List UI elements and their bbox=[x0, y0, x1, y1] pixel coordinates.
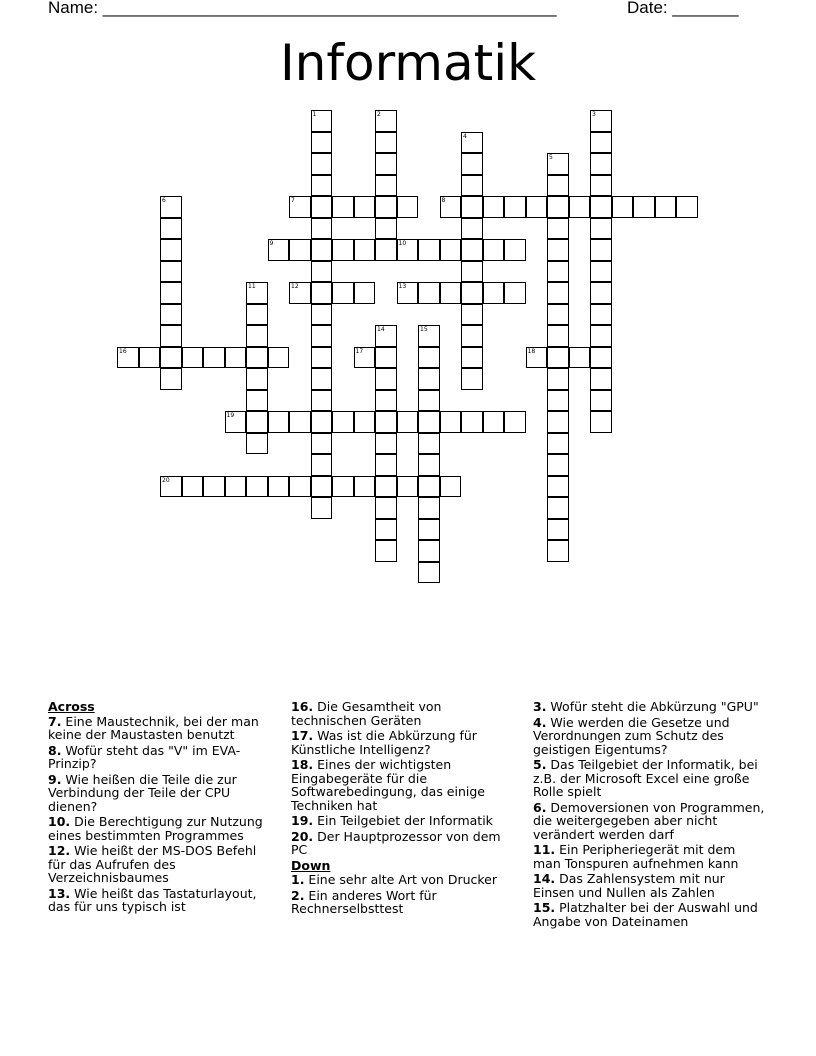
clue-number: 18. bbox=[291, 757, 314, 772]
clue-number: 17. bbox=[291, 728, 314, 743]
clue-across bbox=[48, 887, 276, 914]
crossword-cell[interactable] bbox=[246, 411, 268, 433]
crossword-cell[interactable] bbox=[590, 282, 612, 304]
clue-text: Die Gesamtheit von technischen Geräten bbox=[291, 699, 442, 728]
clue-text: Platzhalter bei der Auswahl und Angabe von Dateinamen bbox=[533, 900, 758, 929]
crossword-cell[interactable] bbox=[268, 411, 290, 433]
crossword-cell[interactable] bbox=[160, 196, 182, 218]
crossword-cell[interactable] bbox=[440, 282, 462, 304]
clue-text: Ein Teilgebiet der Informatik bbox=[313, 813, 493, 828]
clue-text: Wofür steht die Abkürzung "GPU" bbox=[546, 699, 759, 714]
crossword-cell[interactable] bbox=[311, 347, 333, 369]
crossword-cell[interactable] bbox=[332, 239, 354, 261]
crossword-cell[interactable] bbox=[246, 282, 268, 304]
clue-number: 12. bbox=[48, 843, 71, 858]
crossword-cell[interactable] bbox=[461, 218, 483, 240]
crossword-cell[interactable] bbox=[461, 239, 483, 261]
crossword-cell[interactable] bbox=[225, 476, 247, 498]
crossword-cell[interactable] bbox=[547, 325, 569, 347]
clue-down bbox=[533, 700, 765, 714]
crossword-cell[interactable] bbox=[332, 282, 354, 304]
clue-number: 16. bbox=[291, 699, 314, 714]
down-heading: Down bbox=[291, 857, 331, 873]
clue-text: Was ist die Abkürzung für Künstliche Intelligenz? bbox=[291, 728, 477, 757]
clue-column-3 bbox=[533, 700, 765, 930]
crossword-cell[interactable] bbox=[375, 347, 397, 369]
crossword-cell[interactable] bbox=[311, 476, 333, 498]
crossword-cell[interactable] bbox=[461, 304, 483, 326]
crossword-cell[interactable] bbox=[418, 390, 440, 412]
crossword-cell[interactable] bbox=[418, 368, 440, 390]
crossword-cell[interactable] bbox=[547, 218, 569, 240]
crossword-cell[interactable] bbox=[375, 497, 397, 519]
crossword-cell[interactable] bbox=[375, 196, 397, 218]
crossword-cell[interactable] bbox=[418, 497, 440, 519]
crossword-cell[interactable] bbox=[160, 282, 182, 304]
clue-number: 1. bbox=[291, 872, 305, 887]
crossword-cell[interactable] bbox=[246, 476, 268, 498]
crossword-cell[interactable] bbox=[547, 390, 569, 412]
crossword-cell[interactable] bbox=[311, 261, 333, 283]
crossword-cell[interactable] bbox=[268, 476, 290, 498]
crossword-cell[interactable] bbox=[375, 411, 397, 433]
crossword-cell[interactable] bbox=[375, 153, 397, 175]
crossword-cell[interactable] bbox=[418, 476, 440, 498]
crossword-cell[interactable] bbox=[461, 196, 483, 218]
crossword-cell[interactable] bbox=[547, 519, 569, 541]
crossword-cell[interactable] bbox=[461, 347, 483, 369]
clue-across bbox=[291, 700, 516, 727]
clue-down bbox=[291, 873, 516, 887]
crossword-cell[interactable] bbox=[547, 368, 569, 390]
clue-text: Wie heißt das Tastaturlayout, das für uns typisch ist bbox=[48, 885, 257, 914]
cell-number: 9 bbox=[269, 240, 274, 247]
clue-number: 20. bbox=[291, 828, 314, 844]
clue-column-1 bbox=[48, 700, 276, 916]
crossword-cell[interactable] bbox=[375, 218, 397, 240]
clue-number: 4. bbox=[533, 714, 547, 730]
cell-number: 17 bbox=[355, 347, 364, 355]
crossword-cell[interactable] bbox=[418, 433, 440, 455]
crossword-cell[interactable] bbox=[590, 304, 612, 326]
crossword-cell[interactable] bbox=[461, 132, 483, 154]
clue-number: 7. bbox=[48, 713, 62, 729]
crossword-cell[interactable] bbox=[461, 261, 483, 283]
crossword-cell[interactable] bbox=[268, 347, 290, 369]
crossword-cell[interactable] bbox=[418, 454, 440, 476]
crossword-cell[interactable] bbox=[461, 153, 483, 175]
crossword-cell[interactable] bbox=[311, 239, 333, 261]
crossword-cell[interactable] bbox=[569, 347, 591, 369]
crossword-cell[interactable] bbox=[311, 175, 333, 197]
clue-down bbox=[533, 801, 765, 842]
name-field-label: Name: ________________________________________________ bbox=[48, 0, 557, 17]
crossword-cell[interactable] bbox=[504, 411, 526, 433]
crossword-cell[interactable] bbox=[375, 368, 397, 390]
clue-number: 13. bbox=[48, 885, 71, 901]
date-field-label: Date: _______ bbox=[627, 0, 739, 17]
clue-text: Eine Maustechnik, bei der man keine der Maustasten benutzt bbox=[48, 713, 259, 742]
cell-number: 11 bbox=[248, 283, 256, 290]
cell-number: 8 bbox=[441, 197, 446, 204]
crossword-cell[interactable] bbox=[311, 368, 333, 390]
clue-across bbox=[291, 758, 516, 812]
crossword-cell[interactable] bbox=[375, 239, 397, 261]
crossword-cell[interactable] bbox=[160, 325, 182, 347]
crossword-cell[interactable] bbox=[547, 282, 569, 304]
crossword-cell[interactable] bbox=[569, 196, 591, 218]
crossword-cell[interactable] bbox=[418, 325, 440, 347]
crossword-cell[interactable] bbox=[311, 132, 333, 154]
crossword-cell[interactable] bbox=[590, 175, 612, 197]
crossword-cell[interactable] bbox=[547, 304, 569, 326]
clue-across bbox=[48, 815, 276, 842]
crossword-cell[interactable] bbox=[246, 368, 268, 390]
crossword-cell[interactable] bbox=[397, 282, 419, 304]
crossword-cell[interactable] bbox=[655, 196, 677, 218]
crossword-cell[interactable] bbox=[526, 196, 548, 218]
clue-number: 9. bbox=[48, 771, 62, 787]
crossword-cell[interactable] bbox=[311, 454, 333, 476]
cell-number: 20 bbox=[162, 476, 170, 484]
crossword-cell[interactable] bbox=[246, 347, 268, 369]
crossword-cell[interactable] bbox=[160, 368, 182, 390]
cell-number: 10 bbox=[398, 240, 407, 247]
crossword-cell[interactable] bbox=[397, 239, 419, 261]
page-title: Informatik bbox=[279, 34, 537, 92]
clue-number: 2. bbox=[291, 887, 305, 903]
crossword-cell[interactable] bbox=[375, 519, 397, 541]
crossword-cell[interactable] bbox=[440, 476, 462, 498]
clue-across bbox=[48, 744, 276, 771]
crossword-cell[interactable] bbox=[483, 239, 505, 261]
crossword-cell[interactable] bbox=[354, 239, 376, 261]
clue-number: 19. bbox=[291, 813, 314, 828]
cell-number: 12 bbox=[291, 283, 299, 290]
crossword-cell[interactable] bbox=[160, 304, 182, 326]
crossword-cell[interactable] bbox=[590, 368, 612, 390]
clue-down bbox=[533, 758, 765, 799]
crossword-cell[interactable] bbox=[547, 433, 569, 455]
crossword-cell[interactable] bbox=[246, 304, 268, 326]
crossword-cell[interactable] bbox=[246, 390, 268, 412]
cell-number: 2 bbox=[377, 111, 381, 118]
clue-number: 6. bbox=[533, 799, 547, 815]
crossword-cell[interactable] bbox=[397, 476, 419, 498]
crossword-cell[interactable] bbox=[418, 519, 440, 541]
crossword-cell[interactable] bbox=[354, 347, 376, 369]
crossword-cell[interactable] bbox=[461, 325, 483, 347]
crossword-cell[interactable] bbox=[139, 347, 161, 369]
clue-number: 10. bbox=[48, 814, 71, 829]
crossword-cell[interactable] bbox=[547, 153, 569, 175]
crossword-cell[interactable] bbox=[590, 261, 612, 283]
crossword-cell[interactable] bbox=[590, 239, 612, 261]
cell-number: 7 bbox=[291, 197, 295, 204]
crossword-cell[interactable] bbox=[311, 304, 333, 326]
crossword-cell[interactable] bbox=[483, 282, 505, 304]
clue-across bbox=[48, 773, 276, 814]
crossword-cell[interactable] bbox=[590, 347, 612, 369]
crossword-cell[interactable] bbox=[590, 153, 612, 175]
crossword-cell[interactable] bbox=[418, 282, 440, 304]
crossword-cell[interactable] bbox=[547, 497, 569, 519]
crossword-cell[interactable] bbox=[311, 497, 333, 519]
crossword-cell[interactable] bbox=[547, 411, 569, 433]
crossword-cell[interactable] bbox=[590, 325, 612, 347]
crossword-cell[interactable] bbox=[289, 196, 311, 218]
crossword-cell[interactable] bbox=[203, 476, 225, 498]
crossword-cell[interactable] bbox=[590, 390, 612, 412]
crossword-cell[interactable] bbox=[440, 196, 462, 218]
clue-down bbox=[533, 716, 765, 757]
crossword-cell[interactable] bbox=[311, 218, 333, 240]
crossword-cell[interactable] bbox=[590, 132, 612, 154]
crossword-cell[interactable] bbox=[332, 411, 354, 433]
crossword-cell[interactable] bbox=[375, 132, 397, 154]
cell-number: 13 bbox=[398, 283, 407, 290]
clue-text: Der Hauptprozessor von dem PC bbox=[291, 828, 501, 857]
crossword-cell[interactable] bbox=[440, 411, 462, 433]
clue-down bbox=[291, 889, 516, 916]
crossword-cell[interactable] bbox=[397, 411, 419, 433]
crossword-cell[interactable] bbox=[397, 196, 419, 218]
crossword-cell[interactable] bbox=[289, 282, 311, 304]
crossword-cell[interactable] bbox=[590, 196, 612, 218]
crossword-cell[interactable] bbox=[418, 239, 440, 261]
clue-across bbox=[48, 844, 276, 885]
crossword-cell[interactable] bbox=[160, 347, 182, 369]
clue-number: 3. bbox=[533, 699, 547, 714]
clue-number: 8. bbox=[48, 742, 62, 758]
crossword-cell[interactable] bbox=[590, 411, 612, 433]
crossword-cell[interactable] bbox=[547, 476, 569, 498]
crossword-cell[interactable] bbox=[461, 411, 483, 433]
crossword-cell[interactable] bbox=[160, 476, 182, 498]
cell-number: 14 bbox=[377, 326, 385, 333]
clue-text: Das Zahlensystem mit nur Einsen und Nullen als Zahlen bbox=[533, 871, 725, 900]
crossword-cell[interactable] bbox=[160, 261, 182, 283]
crossword-cell[interactable] bbox=[182, 476, 204, 498]
crossword-cell[interactable] bbox=[547, 261, 569, 283]
crossword-cell[interactable] bbox=[311, 390, 333, 412]
crossword-cell[interactable] bbox=[182, 347, 204, 369]
crossword-cell[interactable] bbox=[547, 239, 569, 261]
clue-text: Das Teilgebiet der Informatik, bei z.B. der Microsoft Excel eine große Rolle spielt bbox=[533, 757, 758, 799]
clue-down bbox=[533, 872, 765, 899]
crossword-cell[interactable] bbox=[547, 196, 569, 218]
clue-text: Ein anderes Wort für Rechnerselbsttest bbox=[291, 887, 437, 916]
crossword-cell[interactable] bbox=[225, 411, 247, 433]
clue-text: Ein Peripheriegerät mit dem man Tonspuren aufnehmen kann bbox=[533, 842, 739, 871]
clue-number: 14. bbox=[533, 871, 556, 886]
crossword-cell[interactable] bbox=[375, 175, 397, 197]
crossword-cell[interactable] bbox=[547, 347, 569, 369]
crossword-cell[interactable] bbox=[504, 282, 526, 304]
clue-text: Wofür steht das "V" im EVA-Prinzip? bbox=[48, 742, 241, 771]
crossword-cell[interactable] bbox=[246, 325, 268, 347]
clue-text: Wie werden die Gesetze und Verordnungen zum Schutz des geistigen Eigentums? bbox=[533, 714, 730, 757]
crossword-cell[interactable] bbox=[268, 239, 290, 261]
cell-number: 6 bbox=[162, 197, 166, 204]
crossword-cell[interactable] bbox=[676, 196, 698, 218]
crossword-cell[interactable] bbox=[225, 347, 247, 369]
crossword-cell[interactable] bbox=[311, 325, 333, 347]
crossword-cell[interactable] bbox=[311, 153, 333, 175]
crossword-cell[interactable] bbox=[504, 239, 526, 261]
crossword-cell[interactable] bbox=[418, 347, 440, 369]
cell-number: 18 bbox=[527, 347, 536, 355]
clue-number: 15. bbox=[533, 900, 556, 915]
crossword-cell[interactable] bbox=[311, 411, 333, 433]
crossword-cell[interactable] bbox=[633, 196, 655, 218]
crossword-cell[interactable] bbox=[289, 476, 311, 498]
clue-number: 5. bbox=[533, 757, 547, 772]
clue-down bbox=[533, 901, 765, 928]
crossword-cell[interactable] bbox=[332, 196, 354, 218]
crossword-cell[interactable] bbox=[547, 454, 569, 476]
crossword-cell[interactable] bbox=[160, 239, 182, 261]
crossword-cell[interactable] bbox=[461, 368, 483, 390]
crossword-cell[interactable] bbox=[375, 454, 397, 476]
crossword-cell[interactable] bbox=[547, 540, 569, 562]
crossword-cell[interactable] bbox=[311, 282, 333, 304]
crossword-cell[interactable] bbox=[504, 196, 526, 218]
cell-number: 16 bbox=[119, 347, 127, 355]
crossword-cell[interactable] bbox=[375, 540, 397, 562]
crossword-cell[interactable] bbox=[375, 390, 397, 412]
crossword-cell[interactable] bbox=[483, 411, 505, 433]
clue-text: Eine sehr alte Art von Drucker bbox=[304, 872, 498, 887]
crossword-cell[interactable] bbox=[160, 218, 182, 240]
crossword-cell[interactable] bbox=[332, 476, 354, 498]
crossword-cell[interactable] bbox=[289, 239, 311, 261]
crossword-cell[interactable] bbox=[311, 110, 333, 132]
crossword-cell[interactable] bbox=[311, 196, 333, 218]
cell-number: 4 bbox=[463, 132, 467, 140]
clue-column-2 bbox=[291, 700, 516, 918]
cell-number: 5 bbox=[549, 154, 553, 161]
clue-across bbox=[291, 729, 516, 756]
crossword-cell[interactable] bbox=[418, 562, 440, 584]
cell-number: 19 bbox=[226, 412, 235, 419]
clue-across bbox=[48, 715, 276, 742]
crossword-cell[interactable] bbox=[461, 175, 483, 197]
clue-across bbox=[291, 830, 516, 857]
crossword-cell[interactable] bbox=[311, 433, 333, 455]
crossword-cell[interactable] bbox=[354, 282, 376, 304]
crossword-cell[interactable] bbox=[375, 433, 397, 455]
crossword-cell[interactable] bbox=[440, 239, 462, 261]
crossword-cell[interactable] bbox=[590, 218, 612, 240]
crossword-cell[interactable] bbox=[418, 540, 440, 562]
crossword-cell[interactable] bbox=[375, 476, 397, 498]
clue-text: Wie heißt der MS-DOS Befehl für das Aufrufen des Verzeichnisbaumes bbox=[48, 843, 257, 885]
clue-number: 11. bbox=[533, 842, 556, 857]
crossword-cell[interactable] bbox=[547, 175, 569, 197]
crossword-cell[interactable] bbox=[526, 347, 548, 369]
crossword-cell[interactable] bbox=[203, 347, 225, 369]
crossword-cell[interactable] bbox=[590, 110, 612, 132]
clue-across bbox=[291, 814, 516, 828]
crossword-cell[interactable] bbox=[117, 347, 139, 369]
crossword-cell[interactable] bbox=[375, 110, 397, 132]
crossword-cell[interactable] bbox=[354, 476, 376, 498]
clue-text: Die Berechtigung zur Nutzung eines bestimmten Programmes bbox=[48, 814, 263, 843]
crossword-cell[interactable] bbox=[375, 325, 397, 347]
clue-down bbox=[533, 843, 765, 870]
crossword-cell[interactable] bbox=[246, 433, 268, 455]
cell-number: 1 bbox=[312, 111, 317, 118]
clue-text: Demoversionen von Programmen, die weitergegeben aber nicht verändert werden darf bbox=[533, 799, 765, 842]
cell-number: 3 bbox=[592, 111, 596, 118]
crossword-cell[interactable] bbox=[418, 411, 440, 433]
across-heading: Across bbox=[48, 699, 95, 714]
crossword-cell[interactable] bbox=[289, 411, 311, 433]
crossword-cell[interactable] bbox=[354, 196, 376, 218]
clue-text: Eines der wichtigsten Eingabegeräte für die Softwarebedingung, das einige Techniken hat bbox=[291, 757, 485, 813]
clue-text: Wie heißen die Teile die zur Verbindung der Teile der CPU dienen? bbox=[48, 771, 237, 814]
crossword-cell[interactable] bbox=[461, 282, 483, 304]
crossword-cell[interactable] bbox=[354, 411, 376, 433]
cell-number: 15 bbox=[420, 326, 428, 333]
crossword-cell[interactable] bbox=[483, 196, 505, 218]
crossword-cell[interactable] bbox=[612, 196, 634, 218]
